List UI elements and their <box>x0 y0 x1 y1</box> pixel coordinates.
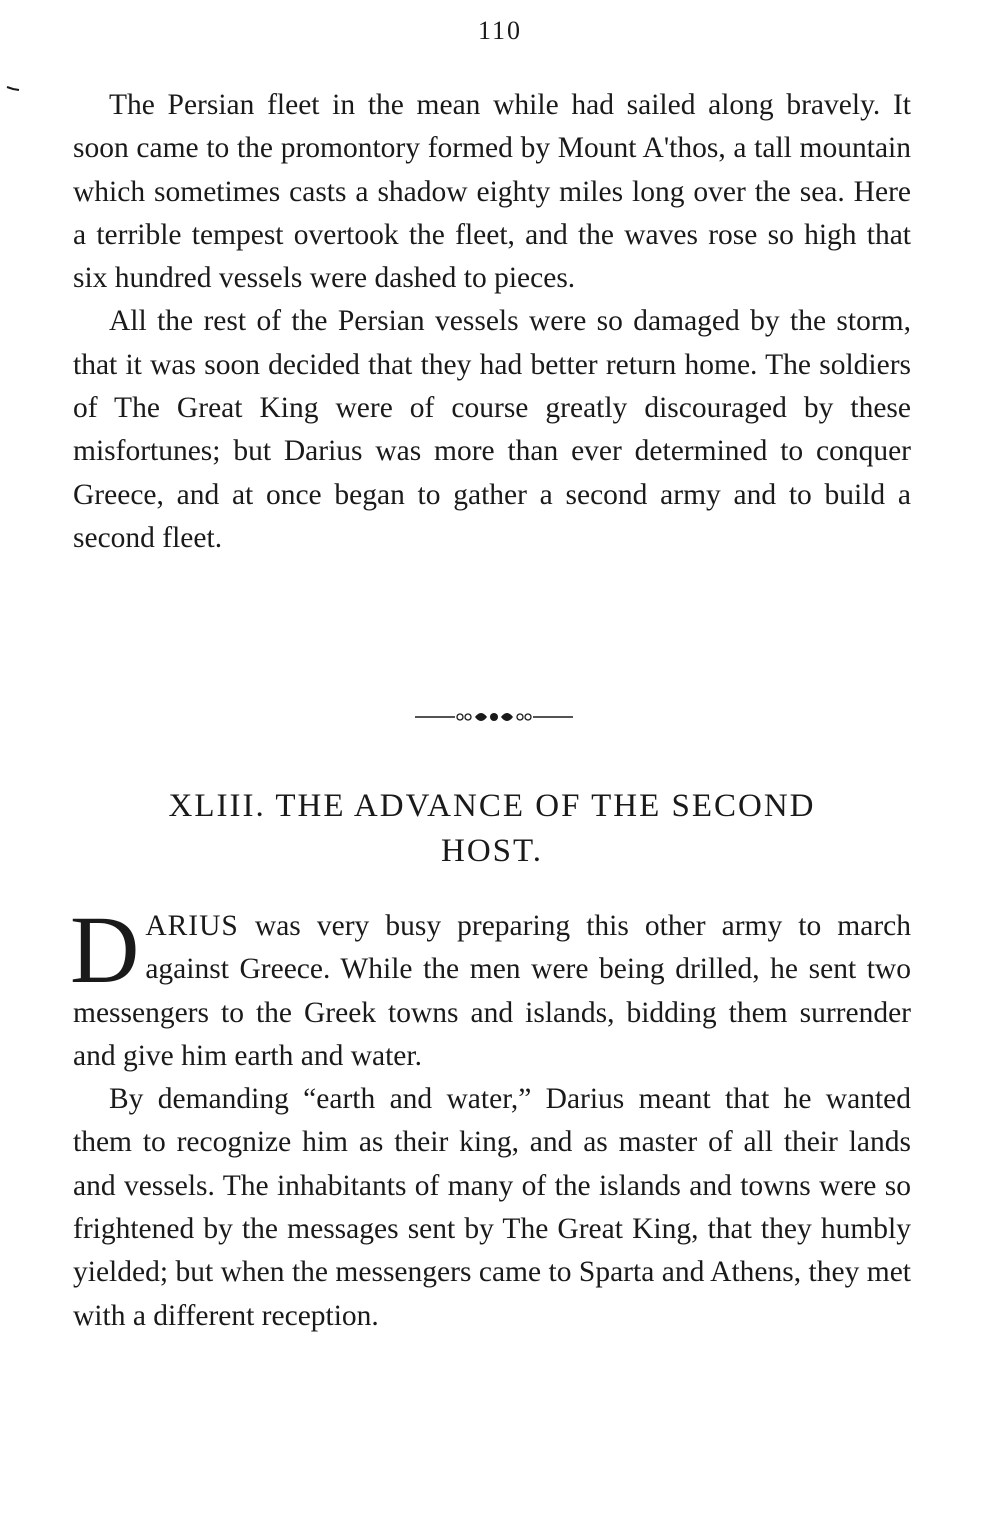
margin-mark-icon <box>6 86 20 92</box>
chapter-first-paragraph <box>70 896 911 1078</box>
drop-cap: D <box>70 896 140 1003</box>
paragraph: The Persian fleet in the mean while had sailed along bravely. It soon came to the promontory formed by Mount A'thos, a tall mountain which sometimes casts a shadow eighty miles long over the sea. Here a terrible tempest overtook the fleet, and the waves rose so high that six hundred vessels were dashed to pieces. <box>73 89 911 295</box>
page-number: 110 <box>477 16 523 45</box>
paragraph: All the rest of the Persian vessels were so damaged by the storm, that it was soon decided that they had better return home. The soldiers of The Great King were of course greatly discouraged by these misfortunes; but Darius was more than ever determined to conquer Greece, and at once began to gather a second army and to build a second fleet. <box>73 305 911 554</box>
first-word-rest: ARIUS <box>145 910 239 942</box>
chapter-text-section <box>70 896 911 1338</box>
paragraph: By demanding “earth and water,” Darius meant that he wanted them to recognize him as their king, and as master of all their lands and vessels. The inhabitants of many of the islands and towns were so frightened by the messages sent by The Great King, that they humbly yielded; but when the messengers came to Sparta and Athens, they met with a different reception. <box>73 1083 911 1332</box>
first-paragraph-text: was very busy preparing this other army to march against Greece. While the men were being drilled, he sent two messengers to the Greek towns and islands, bidding them surrender and give him earth and water. <box>73 910 911 1072</box>
chapter-heading-line-1: XLIII. THE ADVANCE OF THE SECOND <box>168 788 816 824</box>
section-divider-ornament-icon <box>0 700 1000 734</box>
chapter-heading <box>73 784 911 874</box>
top-text-section <box>73 84 911 560</box>
chapter-heading-line-2: HOST. <box>441 833 543 869</box>
